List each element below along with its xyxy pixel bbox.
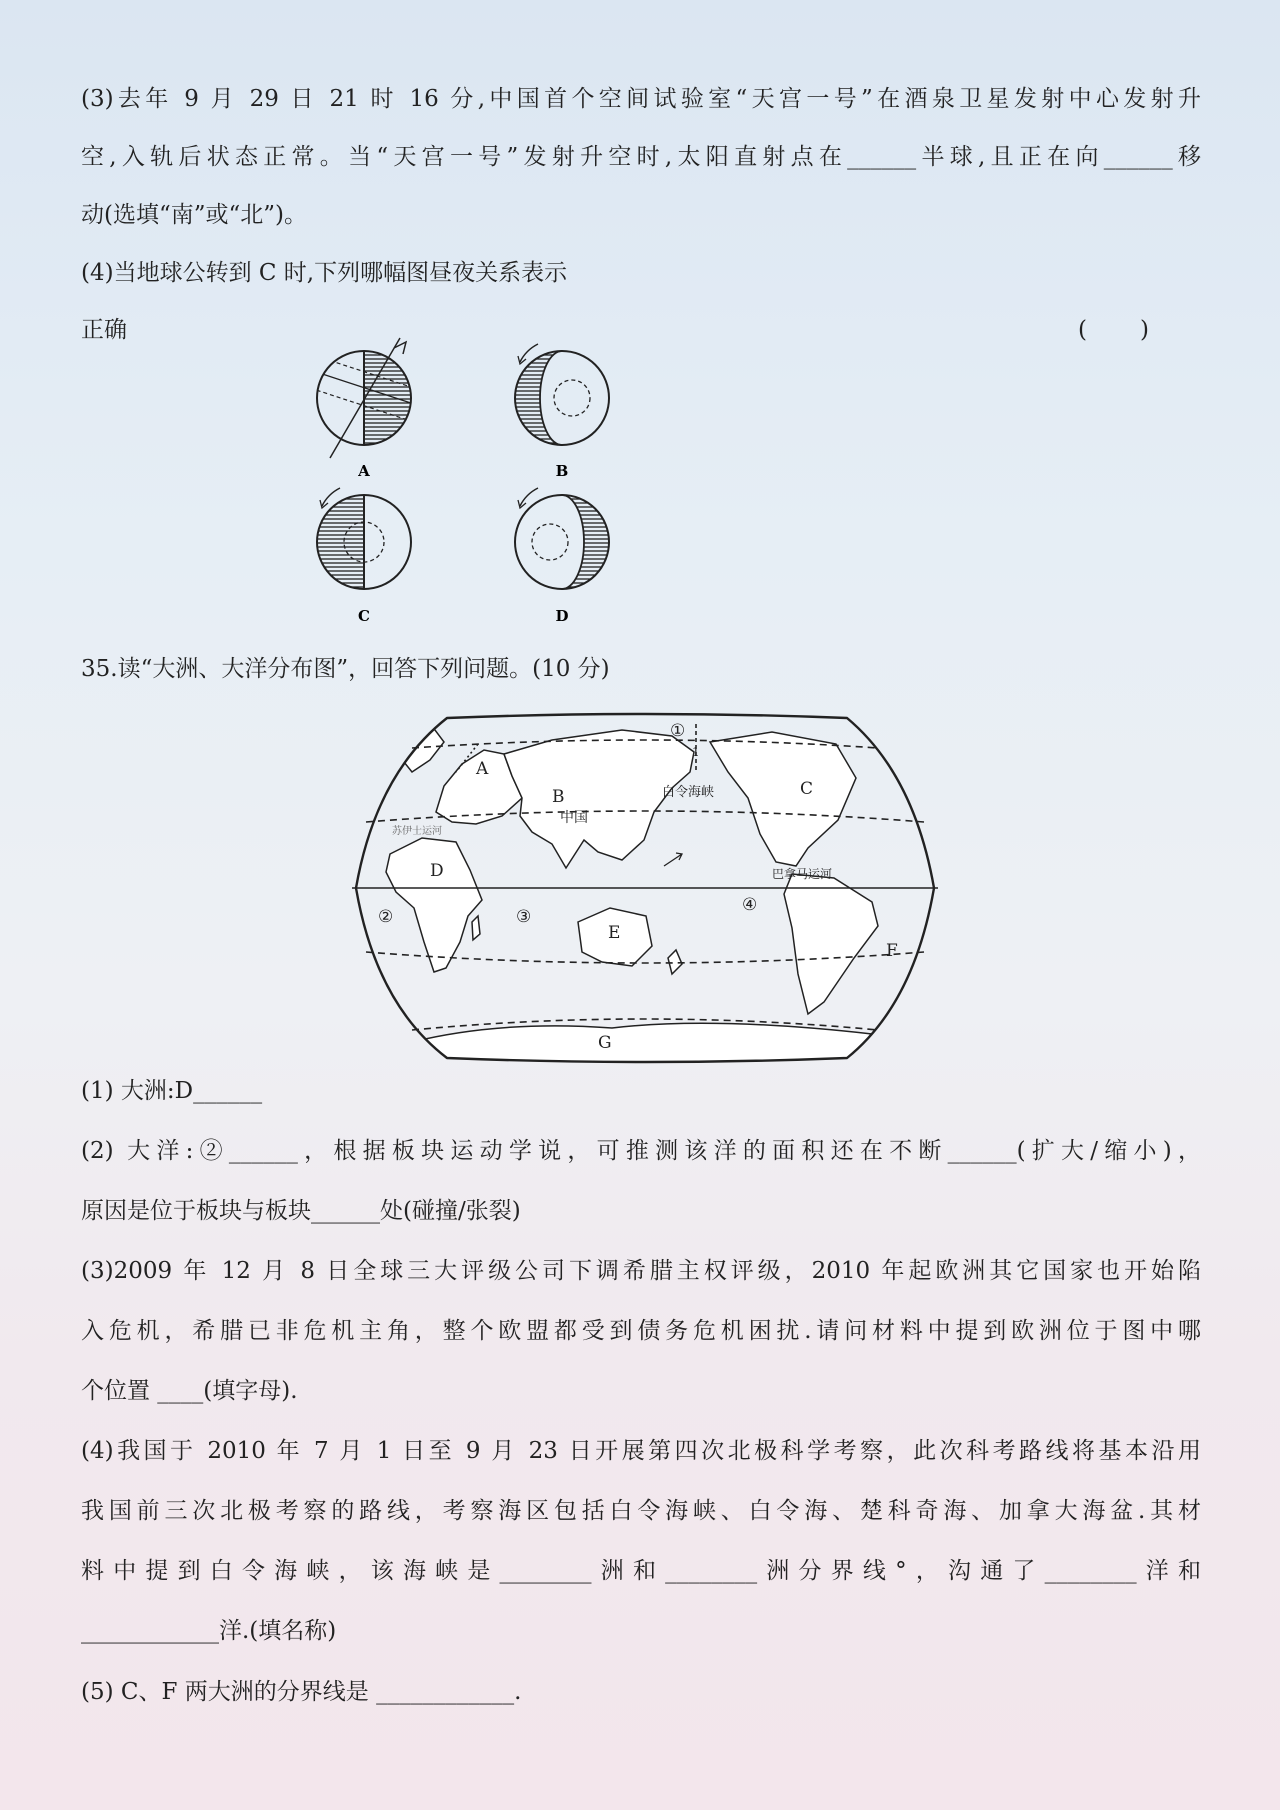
answer-bracket-close: ) bbox=[1140, 317, 1149, 343]
ocean-label-1: ① bbox=[670, 721, 686, 741]
q34-part3-line2: 空,入轨后状态正常。当“天宫一号”发射升空时,太阳直射点在______半球,且正在向______移 bbox=[81, 144, 1201, 170]
world-map bbox=[352, 712, 938, 1064]
panama-canal-label: 巴拿马运河 bbox=[772, 867, 833, 881]
q35-part4-line2: 我国前三次北极考察的路线，考察海区包括白令海峡、白令海、楚科奇海、加拿大海盆.其材 bbox=[81, 1498, 1201, 1524]
south-america-shape bbox=[784, 874, 878, 1014]
north-america-shape bbox=[710, 732, 856, 866]
continent-label-e: E bbox=[608, 923, 621, 943]
q35-title: 35.读“大洲、大洋分布图”，回答下列问题。(10 分) bbox=[81, 656, 610, 682]
diagram-b bbox=[515, 344, 609, 480]
plate-arrow bbox=[664, 853, 682, 866]
africa-shape bbox=[386, 838, 482, 972]
continent-label-a: A bbox=[476, 759, 489, 779]
suez-canal-label: 苏伊士运河 bbox=[392, 826, 442, 837]
q35-part4-line1: (4)我国于 2010 年 7 月 1 日至 9 月 23 日开展第四次北极科学考察，此次科考路线将基本沿用 bbox=[81, 1438, 1201, 1464]
q35-part5: (5) C、F 两大洲的分界线是 ____________. bbox=[81, 1679, 522, 1705]
q34-part4-line2: 正确 bbox=[81, 317, 127, 343]
diagram-label-a: A bbox=[358, 462, 370, 480]
china-label: 中国 bbox=[560, 810, 588, 826]
diagram-c bbox=[317, 488, 411, 625]
q35-part4-line3: 料中提到白令海峡，该海峡是________洲和________洲分界线°，沟通了________洋和 bbox=[81, 1558, 1201, 1584]
q35-part3-line1: (3)2009 年 12 月 8 日全球三大评级公司下调希腊主权评级，2010 年起欧洲其它国家也开始陷 bbox=[81, 1258, 1201, 1284]
day-night-diagrams bbox=[300, 330, 640, 635]
ocean-label-4: ④ bbox=[742, 895, 758, 915]
q35-part3-line3: 个位置 ____(填字母). bbox=[81, 1378, 298, 1404]
ocean-label-3: ③ bbox=[516, 907, 532, 927]
continent-label-f: F bbox=[886, 941, 898, 961]
diagram-label-b: B bbox=[555, 462, 569, 480]
diagram-label-d: D bbox=[555, 607, 569, 625]
q35-part1: (1) 大洲:D______ bbox=[81, 1078, 263, 1104]
q35-part4-line4: ____________洋.(填名称) bbox=[81, 1618, 337, 1644]
q35-part3-line2: 入危机，希腊已非危机主角，整个欧盟都受到债务危机困扰.请问材料中提到欧洲位于图中哪 bbox=[81, 1318, 1201, 1344]
continent-label-g: G bbox=[598, 1033, 612, 1053]
point-label-1: 1 bbox=[692, 745, 700, 759]
q35-part2-line1: (2) 大洋:②______，根据板块运动学说，可推测该洋的面积还在不断______(扩大/缩小)， bbox=[81, 1138, 1201, 1164]
ocean-label-2: ② bbox=[378, 907, 394, 927]
diagram-d bbox=[515, 488, 609, 625]
continent-label-d: D bbox=[430, 861, 444, 881]
diagram-label-c: C bbox=[358, 607, 370, 625]
q34-part4-line1: (4)当地球公转到 C 时,下列哪幅图昼夜关系表示 bbox=[81, 260, 568, 286]
madagascar-shape bbox=[472, 916, 480, 940]
antarctica-shape bbox=[412, 1023, 872, 1064]
bering-strait-label: 白令海峡 bbox=[662, 785, 715, 800]
continent-label-b: B bbox=[552, 787, 565, 807]
answer-bracket-open: ( bbox=[1078, 317, 1087, 343]
new-zealand-shape bbox=[668, 950, 682, 974]
diagram-a bbox=[310, 338, 420, 480]
q34-part3-line3: 动(选填“南”或“北”)。 bbox=[81, 202, 307, 228]
q34-part3-line1: (3)去年 9 月 29 日 21 时 16 分,中国首个空间试验室“天宫一号”在酒泉卫星发射中心发射升 bbox=[81, 86, 1201, 112]
q35-part2-line2: 原因是位于板块与板块______处(碰撞/张裂) bbox=[81, 1198, 521, 1224]
continent-label-c: C bbox=[800, 779, 814, 799]
greenland-shape bbox=[392, 726, 444, 772]
